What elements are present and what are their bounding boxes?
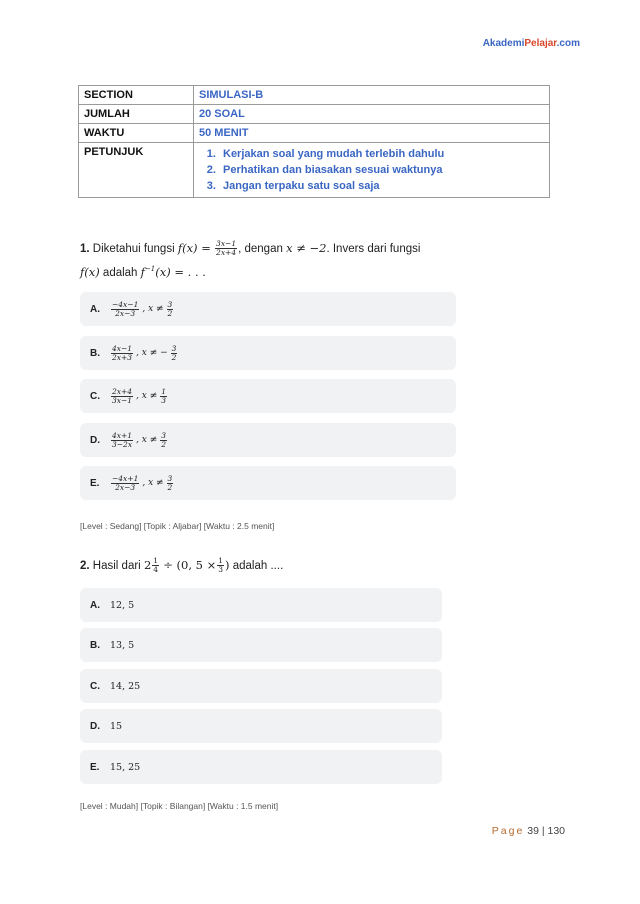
jumlah-value: 20 SOAL	[194, 105, 550, 124]
q2-option-d[interactable]: D. 15	[80, 709, 442, 743]
q1-option-c[interactable]: C. $\frac{2x+4}{3x-1}$ , x ≠ $\frac{1}{3}$	[80, 379, 456, 413]
petunjuk-row	[79, 143, 550, 198]
question-1-text: 1. Diketahui fungsi f(x) = $\frac{3x-1}{2x+4}$ , dengan x ≠ −2. Invers dari fungsi f(x) adalah $f^{-1}(x)$ = . . .	[80, 239, 421, 279]
jumlah-row	[79, 105, 550, 124]
q2-option-e[interactable]: E. 15, 25	[80, 750, 442, 784]
brand-logo: AkademiPelajar.com	[482, 38, 580, 49]
page-number: 39 | 130	[527, 825, 565, 837]
q1-option-d[interactable]: D. $\frac{4x+1}{3-2x}$ , x ≠ $\frac{3}{2}$	[80, 423, 456, 457]
petunjuk-label: PETUNJUK	[79, 143, 194, 198]
q1-option-a[interactable]: A. $\frac{-4x-1}{2x-3}$ , x ≠ $\frac{3}{2}$	[80, 292, 456, 326]
q2-option-c[interactable]: C. 14, 25	[80, 669, 442, 703]
petunjuk-item: 3. Jangan terpaku satu soal saja	[219, 178, 544, 194]
question-2-text: 2. Hasil dari 2 $\frac{1}{4}$ ÷ (0, 5 × $\frac{1}{3}$ ) adalah ....	[80, 556, 284, 575]
waktu-value: 50 MENIT	[194, 124, 550, 143]
petunjuk-item: 1. Kerjakan soal yang mudah terlebih dahulu	[219, 146, 544, 162]
q2-meta: [Level : Mudah] [Topik : Bilangan] [Waktu : 1.5 menit]	[80, 801, 279, 811]
petunjuk-list	[194, 143, 550, 198]
section-value: SIMULASI-B	[194, 86, 550, 105]
page-word: Page	[491, 825, 525, 837]
page-footer	[492, 825, 565, 837]
info-table	[78, 85, 550, 198]
petunjuk-item: 2. Perhatikan dan biasakan sesuai waktunya	[219, 162, 544, 178]
q1-option-e[interactable]: E. $\frac{-4x+1}{2x-3}$ , x ≠ $\frac{3}{2}$	[80, 466, 456, 500]
waktu-row	[79, 124, 550, 143]
q2-option-b[interactable]: B. 13, 5	[80, 628, 442, 662]
q2-option-a[interactable]: A. 12, 5	[80, 588, 442, 622]
q1-meta: [Level : Sedang] [Topik : Aljabar] [Waktu : 2.5 menit]	[80, 521, 275, 531]
jumlah-label: JUMLAH	[79, 105, 194, 124]
section-row	[79, 86, 550, 105]
q1-option-b[interactable]: B. $\frac{4x-1}{2x+3}$ , x ≠ − $\frac{3}{2}$	[80, 336, 456, 370]
section-label: SECTION	[79, 86, 194, 105]
waktu-label: WAKTU	[79, 124, 194, 143]
